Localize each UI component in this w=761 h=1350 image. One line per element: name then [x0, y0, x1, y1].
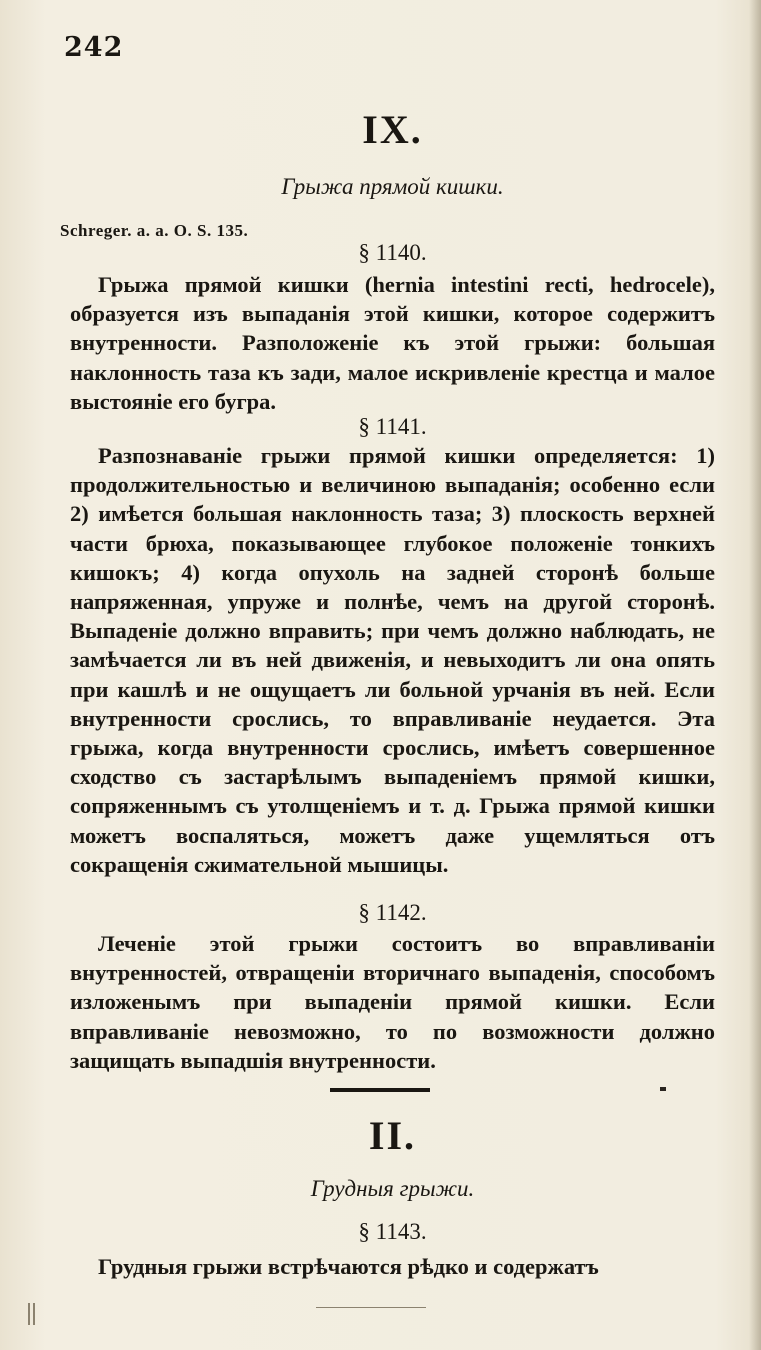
section-text-1140: Грыжа прямой кишки (hernia intestini recti, hedrocele), образуется изъ выпаданія этой кишки, которое содержитъ внутренности. Разположеніе къ этой грыжи: большая наклонность таза къ зади, малое искривленіе крестца и малое выстояніе его бугра.	[70, 272, 715, 414]
chapter-numeral: IX.	[362, 107, 423, 152]
section-heading-1140: § 1140.	[358, 240, 427, 265]
section-heading-1142: § 1142.	[358, 900, 427, 925]
next-chapter-numeral: II.	[368, 1113, 417, 1158]
section-heading-1143: § 1143.	[358, 1219, 427, 1244]
margin-mark	[28, 1303, 35, 1325]
page-spine-shadow	[749, 0, 761, 1350]
reference-citation: Schreger. a. a. O. S. 135.	[60, 221, 249, 240]
chapter-title: Грыжа прямой кишки.	[281, 174, 504, 199]
section-heading-1141: § 1141.	[358, 414, 427, 439]
divider-mark	[660, 1087, 666, 1091]
footer-rule	[316, 1307, 426, 1308]
section-divider	[330, 1088, 430, 1092]
section-text-1141: Разпознаваніе грыжи прямой кишки определяется: 1) продолжительностью и величиною выпаданія; особенно если 2) имѣется большая наклонность таза; 3) плоскость верхней части брюха, показывающее глубокое положеніе тонкихъ кишокъ; 4) когда опухоль на задней сторонѣ больше напряженная, упруже и полнѣе, чемъ на другой сторонѣ. Выпаденіе должно вправить; при чемъ должно наблюдать, не замѣчается ли въ ней движенія, и невыходитъ ли она опять при кашлѣ и не ощущаетъ ли больной урчанія въ ней. Если внутренности срослись, то вправливаніе неудается. Эта грыжа, когда внутренности срослись, имѣетъ совершенное сходство съ застарѣлымъ выпаденіемъ прямой кишки, сопряженнымъ съ утолщеніемъ и т. д. Грыжа прямой кишки можетъ воспаляться, можетъ даже ущемляться отъ сокращенія сжимательной мышицы.	[70, 443, 715, 877]
section-text-1142: Леченіе этой грыжи состоитъ во вправливаніи внутренностей, отвращеніи вторичнаго выпаденія, способомъ изложенымъ при выпаденіи прямой кишки. Если вправливаніе невозможно, то по возможности должно защищать выпадшія внутренности.	[70, 931, 715, 1073]
next-chapter-title: Грудныя грыжи.	[310, 1176, 475, 1201]
section-text-1143: Грудныя грыжи встрѣчаются рѣдко и содержатъ	[98, 1254, 599, 1279]
page-number: 242	[64, 32, 124, 63]
